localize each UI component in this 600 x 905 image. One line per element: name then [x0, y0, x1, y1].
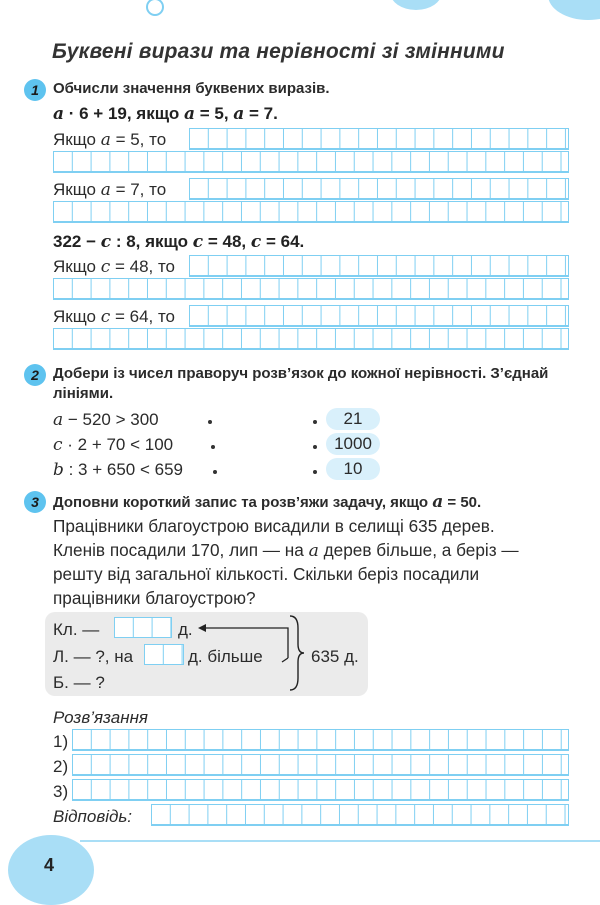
- task1-expression-c: [53, 232, 304, 252]
- answer-grid[interactable]: [189, 255, 569, 277]
- expr-text: · 6 + 19, якщо: [64, 104, 184, 123]
- condition-label: [53, 257, 175, 277]
- connection-dot-left[interactable]: [211, 445, 215, 449]
- connection-dot-right[interactable]: [313, 445, 317, 449]
- text-part: дерев більше, а беріз —: [318, 540, 519, 560]
- record-unit-kl: д.: [178, 620, 193, 639]
- record-label-l: Л. — ?, на: [53, 647, 134, 666]
- decor-circle-filled-right: [548, 0, 600, 20]
- instr-text: = 50.: [443, 494, 482, 511]
- condition-label: [53, 180, 166, 200]
- record-total: 635 д.: [311, 647, 359, 666]
- solution-grid[interactable]: [72, 779, 569, 801]
- task2-instruction: Добери із чисел праворуч розв’язок до кожної нерівності. З’єднай: [53, 365, 549, 382]
- label-text: Якщо: [53, 130, 101, 149]
- task-number-badge: 1: [24, 79, 46, 101]
- condition-label: [53, 307, 175, 327]
- step-label: 2): [53, 757, 69, 776]
- label-text: = 64, то: [110, 307, 176, 326]
- connection-dot-right[interactable]: [313, 470, 317, 474]
- solution-grid[interactable]: [72, 729, 569, 751]
- label-text: Якщо: [53, 307, 101, 326]
- answer-grid[interactable]: [53, 278, 569, 300]
- label-text: = 48, то: [110, 257, 176, 276]
- answer-grid[interactable]: [151, 804, 569, 826]
- variable: c: [100, 232, 112, 252]
- expr-text: : 8, якщо: [111, 232, 193, 251]
- decor-circle-outline: [146, 0, 164, 16]
- inequality-text: : 3 + 650 < 659: [63, 460, 183, 479]
- answer-grid[interactable]: [53, 151, 569, 173]
- record-input-l[interactable]: [144, 644, 184, 665]
- instr-text: Доповни короткий запис та розв’яжи задачу, якщо: [53, 494, 433, 511]
- problem-text-line: працівники благоустрою?: [53, 588, 256, 608]
- variable: c: [250, 232, 262, 252]
- answer-label: Відповідь:: [53, 807, 133, 826]
- page-number: 4: [44, 855, 55, 875]
- footer-line: [80, 840, 600, 842]
- expr-text: = 48,: [203, 232, 251, 251]
- expr-text: = 7.: [244, 104, 278, 123]
- inequality: [53, 460, 183, 480]
- task-number-badge: 2: [24, 364, 46, 386]
- task1-instruction: Обчисли значення буквених виразів.: [53, 80, 330, 97]
- task1-expression-a: [53, 104, 278, 124]
- variable: a: [100, 130, 111, 150]
- problem-text-line: решту від загальної кількості. Скільки беріз посадили: [53, 564, 480, 584]
- label-text: = 7, то: [110, 180, 167, 199]
- record-input-kl[interactable]: [114, 617, 172, 638]
- condition-label: [53, 130, 166, 150]
- record-label-b: Б. — ?: [53, 673, 105, 692]
- variable: b: [53, 460, 64, 480]
- solution-grid[interactable]: [72, 754, 569, 776]
- record-label-kl: Кл. —: [53, 620, 100, 639]
- solution-label: Розв’язання: [53, 708, 149, 727]
- inequality: [53, 435, 173, 455]
- step-label: 1): [53, 732, 69, 751]
- step-label: 3): [53, 782, 69, 801]
- label-text: = 5, то: [110, 130, 167, 149]
- variable: c: [100, 257, 111, 277]
- variable: c: [192, 232, 204, 252]
- expr-text: = 5,: [194, 104, 234, 123]
- decor-circle-filled: [390, 0, 442, 10]
- variable: a: [53, 410, 64, 430]
- problem-text-line: [53, 538, 571, 563]
- task-number-badge: 3: [24, 491, 46, 513]
- expr-text: 322 −: [53, 232, 101, 251]
- connection-dot-left[interactable]: [208, 420, 212, 424]
- variable: a: [308, 541, 319, 561]
- variable: c: [100, 307, 111, 327]
- variable: a: [53, 104, 65, 124]
- label-text: Якщо: [53, 257, 101, 276]
- problem-text-line: Працівники благоустрою висадили в селищі 635 дерев.: [53, 516, 495, 536]
- task2-instruction: лініями.: [53, 385, 114, 402]
- answer-grid[interactable]: [53, 201, 569, 223]
- variable: a: [100, 180, 111, 200]
- expr-text: = 64.: [261, 232, 305, 251]
- connection-dot-left[interactable]: [213, 470, 217, 474]
- variable: a: [183, 104, 195, 124]
- answer-grid[interactable]: [189, 128, 569, 150]
- number-option: 10: [326, 458, 380, 480]
- record-unit-l: д. більше: [188, 647, 263, 666]
- number-option: 1000: [326, 433, 380, 455]
- connection-dot-right[interactable]: [313, 420, 317, 424]
- inequality: [53, 410, 159, 430]
- label-text: Якщо: [53, 180, 101, 199]
- variable: a: [432, 492, 444, 512]
- answer-grid[interactable]: [53, 328, 569, 350]
- inequality-text: · 2 + 70 < 100: [62, 435, 174, 454]
- text-part: Кленів посадили 170, лип — на: [53, 540, 309, 560]
- task3-instruction: [53, 492, 481, 512]
- brace-icon: [286, 614, 306, 692]
- variable: a: [233, 104, 245, 124]
- number-option: 21: [326, 408, 380, 430]
- answer-grid[interactable]: [189, 305, 569, 327]
- answer-grid[interactable]: [189, 178, 569, 200]
- page-title: Буквені вирази та нерівності зі змінними: [52, 40, 505, 63]
- inequality-text: − 520 > 300: [63, 410, 159, 429]
- variable: c: [53, 435, 63, 455]
